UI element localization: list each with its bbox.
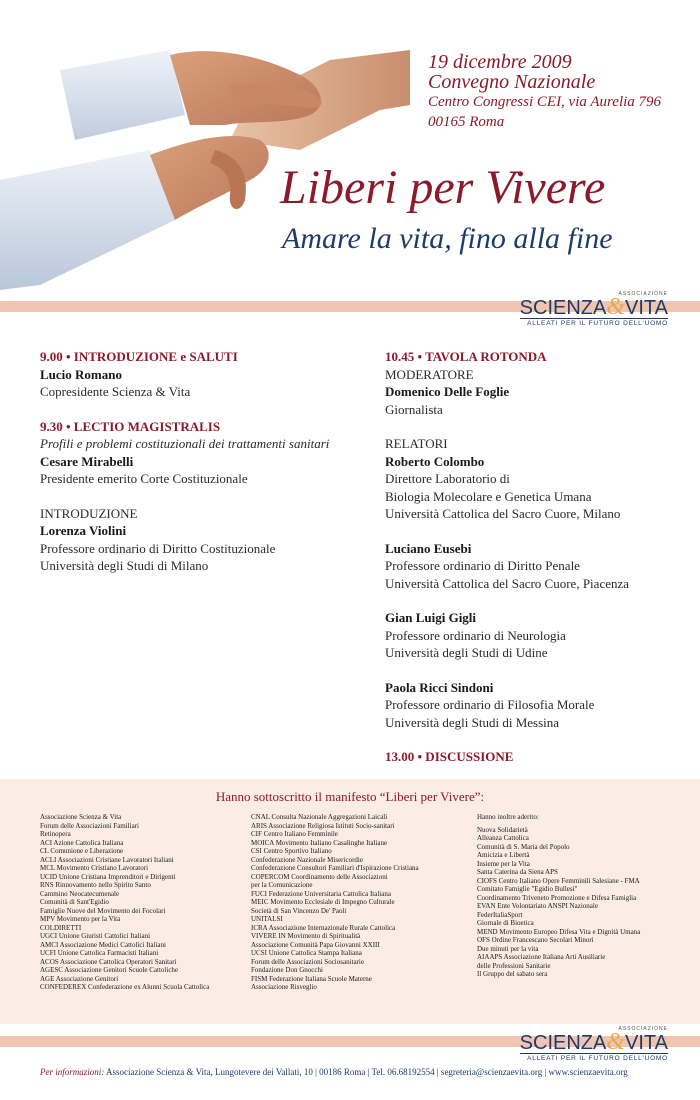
signatory-item: UCID Unione Cristiana Imprenditori e Dirigenti xyxy=(40,872,176,881)
speaker-role: Professore ordinario di Diritto Costituzionale xyxy=(40,540,276,556)
session-topic: Profili e problemi costituzionali dei trattamenti sanitari xyxy=(40,436,330,451)
signatory-item: UCSI Unione Cattolica Stampa Italiana xyxy=(251,949,362,957)
signatory-item: AIAAPS Associazione Italiana Arti Ausiliarie xyxy=(477,953,606,961)
signatory-item: Forum delle Associazioni Familiari xyxy=(40,821,139,830)
adherents-list xyxy=(477,826,640,979)
signatory-item: Confederazione Nazionale Misericordie xyxy=(251,855,363,864)
event-type: Convegno Nazionale xyxy=(428,71,596,93)
signatory-item: MEND Movimento Europeo Difesa Vita e Dignità Umana xyxy=(477,927,641,936)
signatory-item: ARIS Associazione Religiosa Istituti Socio-sanitari xyxy=(251,821,395,830)
speaker-role: Presidente emerito Corte Costituzionale xyxy=(40,471,248,486)
signatory-item: ACI Azione Cattolica Italiana xyxy=(40,838,124,847)
signatory-item: delle Professioni Sanitarie xyxy=(477,961,551,970)
logo-name-right: VITA xyxy=(625,297,668,319)
signatory-item: CNAL Consulta Nazionale Aggregazioni Laicali xyxy=(251,813,388,821)
signatory-item: AGE Associazione Genitori xyxy=(40,974,119,983)
speaker-role: Professore ordinario di Diritto Penale xyxy=(385,558,580,573)
speaker-affiliation: Università degli Studi di Messina xyxy=(385,714,560,730)
signatory-item: Retinopera xyxy=(40,830,71,838)
speaker-name: Roberto Colombo xyxy=(385,453,485,469)
signatory-item: CIF Centro Italiano Femminile xyxy=(251,830,338,838)
signatory-item: OFS Ordine Francescano Secolari Minori xyxy=(477,936,594,944)
signatory-item: MOICA Movimento Italiano Casalinghe Italiane xyxy=(251,838,388,847)
signatory-item: Confederazione Consultori Familiari d'Ispirazione Cristiana xyxy=(251,864,419,872)
signatory-item: Amicizia e Libertà xyxy=(477,851,530,859)
signatory-item: MPV Movimento per la Vita xyxy=(40,915,121,923)
signatories-section xyxy=(0,779,700,1024)
signatory-item: UGCI Unione Giuristi Cattolici Italiani xyxy=(40,932,151,940)
speaker-affiliation: Università Cattolica del Sacro Cuore, Milano xyxy=(385,506,621,521)
speaker-name: Lorenza Violini xyxy=(40,523,127,538)
signatory-item: AMCI Associazione Medici Cattolici Italiani xyxy=(40,940,166,949)
event-info xyxy=(428,52,661,132)
logo-bottom xyxy=(520,1026,668,1062)
logo-assoc: ASSOCIAZIONE xyxy=(618,1026,668,1032)
logo-tagline: ALLEATI PER IL FUTURO DELL'UOMO xyxy=(520,1053,668,1062)
logo-top xyxy=(520,291,668,327)
session-time: 9.00 • INTRODUZIONE e SALUTI xyxy=(40,349,238,364)
signatory-item: Cammino Neocatecumenale xyxy=(40,889,120,898)
event-venue: Centro Congressi CEI, via Aurelia 796 xyxy=(428,94,662,110)
speaker-affiliation: Università Cattolica del Sacro Cuore, Piacenza xyxy=(385,575,630,591)
signatory-item: RNS Rinnovamento nello Spirito Santo xyxy=(40,881,151,889)
signatory-item: FUCI Federazione Universitaria Cattolica Italiana xyxy=(251,889,391,898)
signatory-item: CIOFS Centro Italiano Opere Femminili Salesiane - FMA xyxy=(477,876,640,885)
speaker-role: Professore ordinario di Neurologia xyxy=(385,627,566,643)
speaker-role: Direttore Laboratorio di xyxy=(385,471,510,486)
signatory-item: Due minuti per la vita xyxy=(477,944,539,953)
signatory-item: CONFEDEREX Confederazione ex Alunni Scuola Cattolica xyxy=(40,983,210,991)
section-label: INTRODUZIONE xyxy=(40,505,138,521)
speaker-role: Professore ordinario di Filosofia Morale xyxy=(385,697,595,712)
section-label: RELATORI xyxy=(385,436,448,451)
signatory-item: EVAN Ente Volontariato ANSPI Nazionale xyxy=(477,902,598,910)
event-city: 00165 Roma xyxy=(428,114,505,130)
signatory-item: per la Comunicazione xyxy=(251,881,313,889)
signatory-item: Comitato Famiglie "Egidio Bullesi" xyxy=(477,885,578,893)
signatory-item: Nuova Solidarietà xyxy=(477,825,528,834)
speaker-affiliation: Università degli Studi di Milano xyxy=(40,558,209,573)
signatory-item: AGESC Associazione Genitori Scuole Cattoliche xyxy=(40,966,179,974)
subtitle: Amare la vita, fino alla fine xyxy=(282,222,613,255)
signatory-item: COPERCOM Coordinamento delle Associazioni xyxy=(251,872,388,881)
event-date: 19 dicembre 2009 xyxy=(428,51,572,73)
signatory-item: Fondazione Don Gnocchi xyxy=(251,966,323,974)
signatory-item: Forum delle Associazioni Sociosanitarie xyxy=(251,957,364,966)
signatory-item: UCFI Unione Cattolica Farmacisti Italiani xyxy=(40,949,159,957)
session-time: 13.00 • DISCUSSIONE xyxy=(385,749,514,764)
signatory-item: CL Comunione e Liberazione xyxy=(40,847,124,855)
signatories-col-1 xyxy=(40,813,209,992)
speaker-name: Paola Ricci Sindoni xyxy=(385,679,494,695)
moderator-name: Domenico Delle Foglie xyxy=(385,384,510,399)
signatory-item: Il Gruppo del sabato sera xyxy=(477,970,548,978)
signatory-item: Associazione Scienza & Vita xyxy=(40,813,122,821)
signatory-item: Comunità di S. Maria del Popolo xyxy=(477,842,570,851)
speaker-name: Gian Luigi Gigli xyxy=(385,610,477,625)
signatory-item: Alleanza Cattolica xyxy=(477,834,529,842)
footer-label: Per informazioni: xyxy=(40,1067,105,1077)
signatory-item: Comunità di Sant'Egidio xyxy=(40,898,109,906)
speaker-role: Biologia Molecolare e Genetica Umana xyxy=(385,488,592,504)
signatories-heading: Hanno sottoscritto il manifesto “Liberi per Vivere”: xyxy=(215,789,485,804)
signatory-item: Coordinamento Triveneto Promozione e Difesa Famiglia xyxy=(477,893,637,902)
speaker-name: Lucio Romano xyxy=(40,366,122,382)
speaker-name: Luciano Eusebi xyxy=(385,540,472,556)
signatory-item: Associazione Comunità Papa Giovanni XXIII xyxy=(251,940,380,949)
signatory-item: VIVERE IN Movimento di Spiritualità xyxy=(251,932,361,940)
logo-assoc: ASSOCIAZIONE xyxy=(618,291,668,297)
session-time: 9.30 • LECTIO MAGISTRALIS xyxy=(40,418,221,434)
signatory-item: Associazione Risveglio xyxy=(251,983,317,991)
signatory-item: ACOS Associazione Cattolica Operatori Sanitari xyxy=(40,957,177,966)
signatory-item: ACLI Associazioni Cristiane Lavoratori Italiani xyxy=(40,855,174,864)
section-label: MODERATORE xyxy=(385,366,474,382)
logo-tagline: ALLEATI PER IL FUTURO DELL'UOMO xyxy=(520,318,668,327)
main-title: Liberi per Vivere xyxy=(280,161,606,214)
logo-name-left: SCIENZA xyxy=(519,1032,607,1054)
signatory-item: MEIC Movimento Ecclesiale di Impegno Culturale xyxy=(251,898,395,906)
signatory-item: Società di San Vincenzo De' Paoli xyxy=(251,906,347,915)
signatory-item: FISM Federazione Italiana Scuole Materne xyxy=(251,974,372,983)
footer-info xyxy=(40,1067,628,1077)
signatory-item: Santa Caterina da Siena APS xyxy=(477,868,558,876)
signatory-item: COLDIRETTI xyxy=(40,923,82,932)
logo-name-left: SCIENZA xyxy=(519,297,607,319)
signatory-item: Insieme per la Vita xyxy=(477,859,530,868)
adherents-heading: Hanno inoltre aderito: xyxy=(477,813,539,821)
footer-contact: Associazione Scienza & Vita, Lungotevere dei Vallati, 10 | 00186 Roma | Tel. 06.68192554 | segreteria@scienzaevita.org | www.scienzaevita.org xyxy=(106,1067,628,1077)
signatory-item: Famiglie Nuove del Movimento dei Focolari xyxy=(40,906,166,915)
signatory-item: CSI Centro Sportivo Italiano xyxy=(251,847,332,855)
speaker-name: Cesare Mirabelli xyxy=(40,453,134,469)
speaker-role: Copresidente Scienza & Vita xyxy=(40,384,191,399)
program-right xyxy=(385,348,685,766)
signatories-col-2 xyxy=(251,813,419,992)
logo-amp: & xyxy=(606,1029,626,1055)
signatory-item: Giornale di Bioetica xyxy=(477,919,534,927)
logo-name-right: VITA xyxy=(625,1032,668,1054)
signatories-col-3 xyxy=(477,813,640,979)
moderator-role: Giornalista xyxy=(385,401,443,417)
session-time: 10.45 • TAVOLA ROTONDA xyxy=(385,349,547,364)
signatory-item: UNITALSI xyxy=(251,915,283,923)
signatory-item: ICRA Associazione Internazionale Rurale Cattolica xyxy=(251,923,396,932)
speaker-affiliation: Università degli Studi di Udine xyxy=(385,645,548,660)
signatory-item: MCL Movimento Cristiano Lavoratori xyxy=(40,864,149,872)
program-left xyxy=(40,348,360,575)
signatory-item: FederItaliaSport xyxy=(477,910,523,919)
logo-amp: & xyxy=(606,294,626,320)
